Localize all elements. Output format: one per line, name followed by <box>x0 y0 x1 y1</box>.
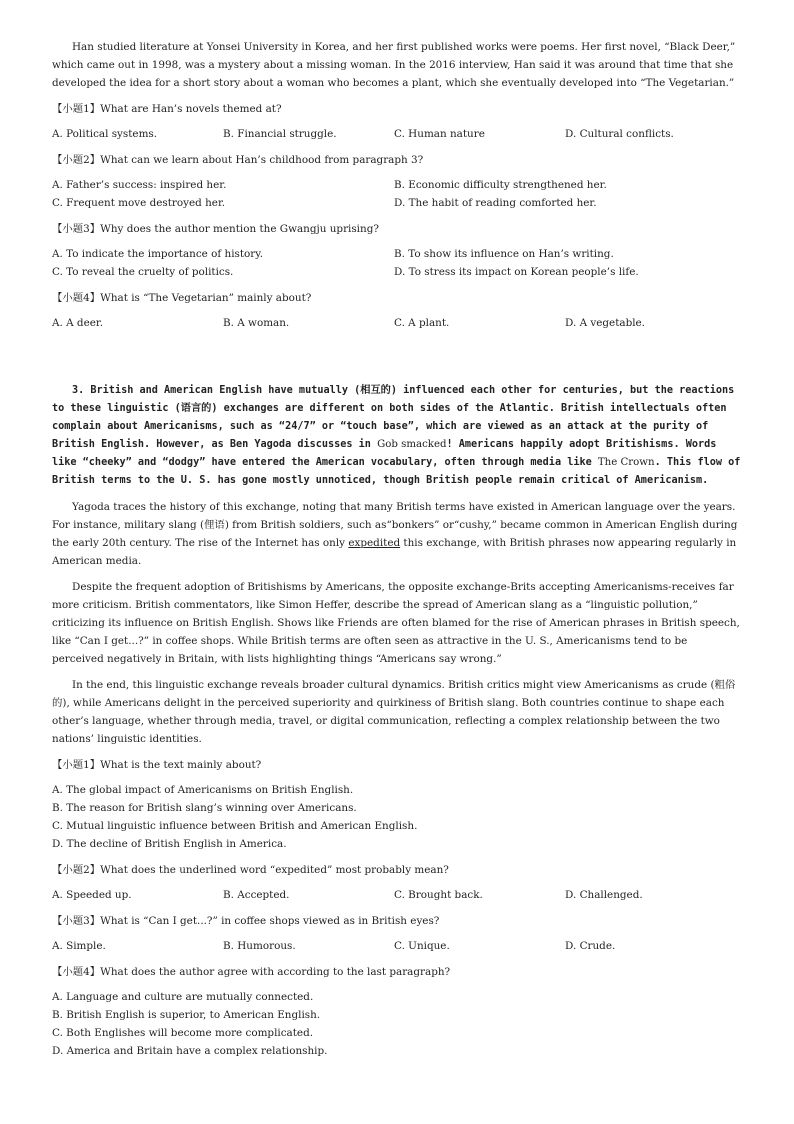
option-c: C. A plant. <box>394 317 450 329</box>
option-c: C. Mutual linguistic influence between British and American English. <box>52 820 418 832</box>
document-page <box>52 38 742 1060</box>
question-3-title: 【小题3】Why does the author mention the Gwangju uprising? <box>52 223 379 235</box>
paragraph-text: this exchange, with British phrases now appearing regularly in American media. <box>52 537 737 567</box>
option-c: C. Unique. <box>394 940 450 952</box>
option-b: B. A woman. <box>223 317 290 329</box>
option-b: B. British English is superior, to American English. <box>52 1009 321 1021</box>
passage-3-paragraph-2 <box>52 498 742 570</box>
question-options <box>52 937 742 955</box>
question-options <box>52 886 742 904</box>
question-4-title: 【小题4】What is “The Vegetarian” mainly about? <box>52 292 312 304</box>
question-3-2 <box>52 861 742 904</box>
question-options <box>52 781 742 853</box>
question-options <box>52 988 742 1060</box>
option-d: D. Challenged. <box>565 889 643 901</box>
question-3-1 <box>52 756 742 853</box>
question-1-title: 【小题1】What are Han’s novels themed at? <box>52 103 282 115</box>
book-title: Gob smacked <box>377 439 447 450</box>
show-title: The Crown <box>597 457 655 468</box>
question-2-title: 【小题2】What can we learn about Han’s childhood from paragraph 3? <box>52 154 424 166</box>
option-c: C. Both Englishes will become more complicated. <box>52 1027 314 1039</box>
option-b: B. Humorous. <box>223 940 296 952</box>
section-spacer <box>52 332 742 382</box>
passage-3-paragraph-4: In the end, this linguistic exchange reveals broader cultural dynamics. British critics might view Americanisms as crude (粗俗的), while Americans delight in the perceived superiority and quirkiness of British slang. Both countries continue to shape each other’s language, whether through media, travel, or digital communication, reflecting a complex relationship between the two nations’ linguistic identities. <box>52 679 736 745</box>
question-1 <box>52 100 742 143</box>
question-4 <box>52 289 742 332</box>
option-c: C. Human nature <box>394 128 485 140</box>
option-d: D. To stress its impact on Korean people’s life. <box>394 266 639 278</box>
question-4-options <box>52 314 742 332</box>
option-b: B. The reason for British slang’s winning over Americans. <box>52 802 357 814</box>
passage-3-intro <box>52 382 742 490</box>
option-a: A. To indicate the importance of history. <box>52 248 264 260</box>
option-d: D. The habit of reading comforted her. <box>394 197 597 209</box>
option-d: D. America and Britain have a complex relationship. <box>52 1045 328 1057</box>
option-d: D. The decline of British English in America. <box>52 838 287 850</box>
option-b: B. To show its influence on Han’s writing. <box>394 248 614 260</box>
question-2-options <box>52 176 742 212</box>
option-a: A. Speeded up. <box>52 889 132 901</box>
option-b: B. Accepted. <box>223 889 290 901</box>
option-c: C. Frequent move destroyed her. <box>52 197 226 209</box>
question-3-options <box>52 245 742 281</box>
option-b: B. Financial struggle. <box>223 128 337 140</box>
option-a: A. Father’s success: inspired her. <box>52 179 227 191</box>
option-c: C. Brought back. <box>394 889 483 901</box>
question-title: 【小题4】What does the author agree with according to the last paragraph? <box>52 966 451 978</box>
question-3 <box>52 220 742 281</box>
option-d: D. Cultural conflicts. <box>565 128 674 140</box>
option-a: A. Political systems. <box>52 128 158 140</box>
option-a: A. Language and culture are mutually connected. <box>52 991 314 1003</box>
underlined-word: expedited <box>348 537 401 549</box>
option-c: C. To reveal the cruelty of politics. <box>52 266 234 278</box>
paragraph-han-biography: Han studied literature at Yonsei University in Korea, and her first published works were poems. Her first novel, “Black Deer,” which came out in 1998, was a mystery about a missing woman. In the 2016 interview, Han said it was around that time that she developed the idea for a short story about a woman who becomes a plant, which she eventually developed into “The Vegetarian.” <box>52 41 736 89</box>
question-3-4 <box>52 963 742 1060</box>
option-b: B. Economic difficulty strengthened her. <box>394 179 607 191</box>
question-title: 【小题1】What is the text mainly about? <box>52 759 262 771</box>
intro-text-1: 3. British and American English have mutually (相互的) influenced each other for centuries, but the reactions to these linguistic (语言的) exchanges are different on both sides of the Atlantic. British intellectuals often complain about Americanisms, such as “24/7” or “touch base”, which are viewed as an attack at the purity of British English. However, as Ben Yagoda discusses in <box>52 385 735 450</box>
paragraph-text: Yagoda traces the history of this exchange, noting that many British terms have existed in American language over the years. For instance, military slang (俚语) from British soldiers, such as“bonkers” or“cushy,” became common in American English during the early 20th century. The rise of the Internet has only <box>52 501 738 549</box>
question-3-3 <box>52 912 742 955</box>
option-a: A. A deer. <box>52 317 103 329</box>
question-1-options <box>52 125 742 143</box>
option-a: A. The global impact of Americanisms on British English. <box>52 784 354 796</box>
passage-3-paragraph-3: Despite the frequent adoption of Britishisms by Americans, the opposite exchange-Brits accepting Americanisms-receives far more criticism. British commentators, like Simon Heffer, describe the spread of American slang as a “linguistic pollution,” criticizing its influence on British English. Shows like Friends are often blamed for the rise of American phrases in British speech, like “Can I get...?” in coffee shops. While British terms are often seen as attractive in the U. S., Americanisms tend to be perceived negatively in Britain, with lists highlighting things “Americans say wrong.” <box>52 581 740 665</box>
question-2 <box>52 151 742 212</box>
option-d: D. A vegetable. <box>565 317 645 329</box>
intro-text-3: . This flow of British terms to the U. S. has gone mostly unnoticed, though British people remain critical of Americanism. <box>52 457 741 486</box>
question-title: 【小题2】What does the underlined word “expedited” most probably mean? <box>52 864 449 876</box>
option-a: A. Simple. <box>52 940 106 952</box>
option-d: D. Crude. <box>565 940 616 952</box>
intro-text-2: ! Americans happily adopt Britishisms. Words like “cheeky” and “dodgy” have entered the American vocabulary, often through media like <box>52 439 717 468</box>
question-title: 【小题3】What is “Can I get...?” in coffee shops viewed as in British eyes? <box>52 915 440 927</box>
